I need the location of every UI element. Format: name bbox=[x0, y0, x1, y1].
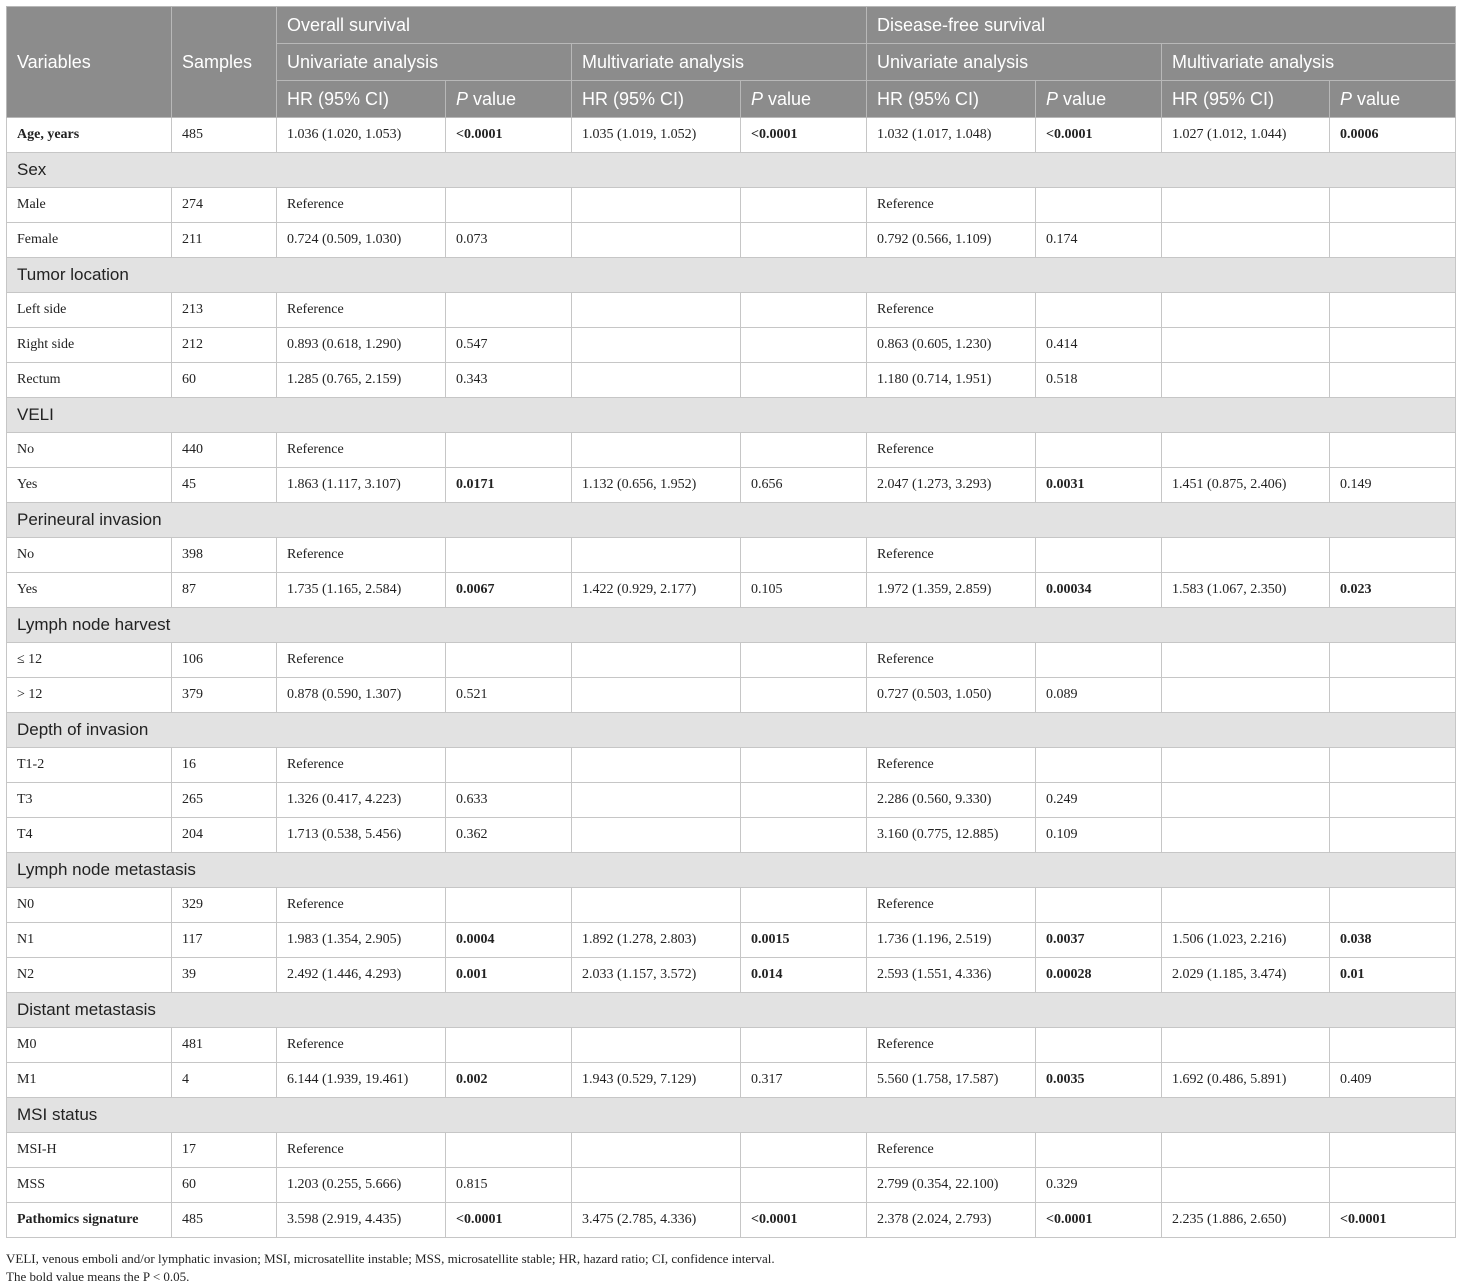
row-samples: 212 bbox=[172, 328, 277, 363]
hr-cell: 2.593 (1.551, 4.336) bbox=[867, 958, 1036, 993]
row-samples: 379 bbox=[172, 678, 277, 713]
hr-cell: Reference bbox=[277, 643, 446, 678]
hr-cell bbox=[1162, 223, 1330, 258]
table-row bbox=[7, 1133, 1456, 1168]
hr-cell bbox=[572, 363, 741, 398]
hr-cell: 1.692 (0.486, 5.891) bbox=[1162, 1063, 1330, 1098]
p-value-cell bbox=[1036, 538, 1162, 573]
hr-cell bbox=[572, 818, 741, 853]
section-row bbox=[7, 1098, 1456, 1133]
hr-cell: 0.792 (0.566, 1.109) bbox=[867, 223, 1036, 258]
table-row bbox=[7, 538, 1456, 573]
header-dfs-multivariate: Multivariate analysis bbox=[1162, 44, 1456, 81]
table-row bbox=[7, 223, 1456, 258]
p-value-cell: <0.0001 bbox=[1330, 1203, 1456, 1238]
row-label: Right side bbox=[7, 328, 172, 363]
p-value-cell: 0.547 bbox=[446, 328, 572, 363]
row-label: Female bbox=[7, 223, 172, 258]
hr-cell bbox=[572, 188, 741, 223]
section-label: Sex bbox=[7, 153, 1456, 188]
p-value-cell: 0.409 bbox=[1330, 1063, 1456, 1098]
p-value-cell: <0.0001 bbox=[446, 118, 572, 153]
hr-cell bbox=[572, 1028, 741, 1063]
p-value-cell: <0.0001 bbox=[1036, 118, 1162, 153]
hr-cell: Reference bbox=[277, 433, 446, 468]
header-dfs-univariate: Univariate analysis bbox=[867, 44, 1162, 81]
p-value-cell bbox=[446, 1133, 572, 1168]
hr-cell bbox=[572, 223, 741, 258]
hr-cell: Reference bbox=[277, 748, 446, 783]
p-value-cell bbox=[1330, 328, 1456, 363]
hr-cell bbox=[1162, 328, 1330, 363]
p-value-cell bbox=[1330, 188, 1456, 223]
hr-cell: Reference bbox=[277, 1133, 446, 1168]
p-value-cell: 0.521 bbox=[446, 678, 572, 713]
p-value-cell bbox=[1036, 433, 1162, 468]
row-label: Rectum bbox=[7, 363, 172, 398]
hr-cell: Reference bbox=[867, 293, 1036, 328]
p-value-cell: 0.329 bbox=[1036, 1168, 1162, 1203]
hr-cell bbox=[572, 293, 741, 328]
row-label: N1 bbox=[7, 923, 172, 958]
table-row bbox=[7, 958, 1456, 993]
row-label: No bbox=[7, 433, 172, 468]
section-row bbox=[7, 258, 1456, 293]
p-value-cell bbox=[1330, 433, 1456, 468]
p-value-cell bbox=[1330, 678, 1456, 713]
hr-cell: 1.027 (1.012, 1.044) bbox=[1162, 118, 1330, 153]
hr-cell bbox=[1162, 1133, 1330, 1168]
p-value-cell: 0.001 bbox=[446, 958, 572, 993]
hr-cell: 2.799 (0.354, 22.100) bbox=[867, 1168, 1036, 1203]
header-os-uni-hr: HR (95% CI) bbox=[277, 81, 446, 118]
table-row bbox=[7, 363, 1456, 398]
p-value-cell: 0.362 bbox=[446, 818, 572, 853]
row-label: > 12 bbox=[7, 678, 172, 713]
cox-regression-table bbox=[6, 6, 1456, 1238]
row-samples: 204 bbox=[172, 818, 277, 853]
header-disease-free-survival: Disease-free survival bbox=[867, 7, 1456, 44]
p-value-cell bbox=[1036, 748, 1162, 783]
p-value-cell bbox=[741, 818, 867, 853]
row-label: T3 bbox=[7, 783, 172, 818]
table-row bbox=[7, 923, 1456, 958]
row-samples: 329 bbox=[172, 888, 277, 923]
row-samples: 265 bbox=[172, 783, 277, 818]
hr-cell bbox=[1162, 888, 1330, 923]
section-label: MSI status bbox=[7, 1098, 1456, 1133]
hr-cell: 1.326 (0.417, 4.223) bbox=[277, 783, 446, 818]
section-row bbox=[7, 993, 1456, 1028]
hr-cell: 6.144 (1.939, 19.461) bbox=[277, 1063, 446, 1098]
p-value-cell bbox=[1036, 1028, 1162, 1063]
hr-cell: Reference bbox=[277, 188, 446, 223]
p-value-cell bbox=[446, 748, 572, 783]
table-row bbox=[7, 818, 1456, 853]
hr-cell bbox=[572, 433, 741, 468]
p-value-cell bbox=[1036, 888, 1162, 923]
hr-cell: 1.032 (1.017, 1.048) bbox=[867, 118, 1036, 153]
header-overall-survival: Overall survival bbox=[277, 7, 867, 44]
row-samples: 213 bbox=[172, 293, 277, 328]
table-row bbox=[7, 118, 1456, 153]
section-row bbox=[7, 398, 1456, 433]
p-value-cell: 0.0006 bbox=[1330, 118, 1456, 153]
p-value-cell: 0.00028 bbox=[1036, 958, 1162, 993]
hr-cell: 2.286 (0.560, 9.330) bbox=[867, 783, 1036, 818]
section-label: Lymph node harvest bbox=[7, 608, 1456, 643]
hr-cell bbox=[1162, 363, 1330, 398]
p-value-cell bbox=[741, 1168, 867, 1203]
table-row bbox=[7, 188, 1456, 223]
p-value-cell bbox=[446, 188, 572, 223]
hr-cell bbox=[572, 748, 741, 783]
hr-cell bbox=[1162, 433, 1330, 468]
p-value-cell bbox=[446, 888, 572, 923]
p-value-cell bbox=[1330, 538, 1456, 573]
hr-cell: 3.160 (0.775, 12.885) bbox=[867, 818, 1036, 853]
p-value-cell: 0.01 bbox=[1330, 958, 1456, 993]
hr-cell bbox=[1162, 1028, 1330, 1063]
table-row bbox=[7, 328, 1456, 363]
hr-cell: 2.033 (1.157, 3.572) bbox=[572, 958, 741, 993]
row-samples: 211 bbox=[172, 223, 277, 258]
results-table-container bbox=[6, 6, 1455, 1238]
table-body bbox=[7, 118, 1456, 1238]
table-row bbox=[7, 1063, 1456, 1098]
row-samples: 87 bbox=[172, 573, 277, 608]
p-value-cell: 0.343 bbox=[446, 363, 572, 398]
p-value-cell bbox=[741, 538, 867, 573]
p-value-cell: 0.073 bbox=[446, 223, 572, 258]
p-value-cell: 0.0067 bbox=[446, 573, 572, 608]
p-value-cell bbox=[1330, 783, 1456, 818]
p-value-cell bbox=[1330, 888, 1456, 923]
p-value-cell: <0.0001 bbox=[1036, 1203, 1162, 1238]
hr-cell: 1.735 (1.165, 2.584) bbox=[277, 573, 446, 608]
footnote-bold-meaning: The bold value means the P < 0.05. bbox=[6, 1269, 190, 1284]
section-label: Lymph node metastasis bbox=[7, 853, 1456, 888]
p-value-cell bbox=[1330, 748, 1456, 783]
p-value-cell bbox=[1330, 363, 1456, 398]
hr-cell: 3.598 (2.919, 4.435) bbox=[277, 1203, 446, 1238]
p-value-cell bbox=[741, 888, 867, 923]
hr-cell: Reference bbox=[867, 1028, 1036, 1063]
header-dfs-uni-p: P value bbox=[1036, 81, 1162, 118]
p-value-cell: 0.249 bbox=[1036, 783, 1162, 818]
p-value-cell: 0.633 bbox=[446, 783, 572, 818]
hr-cell: 1.583 (1.067, 2.350) bbox=[1162, 573, 1330, 608]
header-os-uni-p: P value bbox=[446, 81, 572, 118]
p-value-cell: 0.317 bbox=[741, 1063, 867, 1098]
row-label: Yes bbox=[7, 573, 172, 608]
p-value-cell bbox=[1330, 223, 1456, 258]
row-label: M0 bbox=[7, 1028, 172, 1063]
section-row bbox=[7, 853, 1456, 888]
hr-cell bbox=[1162, 678, 1330, 713]
row-label: ≤ 12 bbox=[7, 643, 172, 678]
hr-cell: 1.285 (0.765, 2.159) bbox=[277, 363, 446, 398]
p-value-cell: 0.518 bbox=[1036, 363, 1162, 398]
p-value-cell bbox=[1330, 1028, 1456, 1063]
row-samples: 4 bbox=[172, 1063, 277, 1098]
p-value-cell: <0.0001 bbox=[741, 1203, 867, 1238]
hr-cell: 1.132 (0.656, 1.952) bbox=[572, 468, 741, 503]
hr-cell: 1.892 (1.278, 2.803) bbox=[572, 923, 741, 958]
p-value-cell bbox=[741, 293, 867, 328]
p-value-cell: 0.0035 bbox=[1036, 1063, 1162, 1098]
hr-cell: 0.727 (0.503, 1.050) bbox=[867, 678, 1036, 713]
hr-cell: 1.506 (1.023, 2.216) bbox=[1162, 923, 1330, 958]
header-os-univariate: Univariate analysis bbox=[277, 44, 572, 81]
p-value-cell: 0.815 bbox=[446, 1168, 572, 1203]
p-value-cell: 0.109 bbox=[1036, 818, 1162, 853]
p-value-cell: 0.023 bbox=[1330, 573, 1456, 608]
p-value-cell bbox=[741, 328, 867, 363]
p-value-cell: 0.414 bbox=[1036, 328, 1162, 363]
table-row bbox=[7, 888, 1456, 923]
hr-cell: 1.203 (0.255, 5.666) bbox=[277, 1168, 446, 1203]
hr-cell: 2.492 (1.446, 4.293) bbox=[277, 958, 446, 993]
p-value-cell bbox=[1036, 1133, 1162, 1168]
hr-cell: Reference bbox=[867, 188, 1036, 223]
hr-cell: Reference bbox=[867, 643, 1036, 678]
hr-cell bbox=[572, 678, 741, 713]
p-value-cell bbox=[741, 433, 867, 468]
hr-cell: 3.475 (2.785, 4.336) bbox=[572, 1203, 741, 1238]
section-row bbox=[7, 608, 1456, 643]
table-row bbox=[7, 1203, 1456, 1238]
p-value-cell: 0.038 bbox=[1330, 923, 1456, 958]
p-value-cell bbox=[741, 748, 867, 783]
p-value-cell bbox=[1330, 643, 1456, 678]
hr-cell bbox=[572, 888, 741, 923]
hr-cell bbox=[1162, 643, 1330, 678]
hr-cell: 1.972 (1.359, 2.859) bbox=[867, 573, 1036, 608]
table-row bbox=[7, 468, 1456, 503]
p-value-cell bbox=[741, 1133, 867, 1168]
hr-cell bbox=[1162, 188, 1330, 223]
table-row bbox=[7, 433, 1456, 468]
p-value-cell: 0.656 bbox=[741, 468, 867, 503]
row-label: MSI-H bbox=[7, 1133, 172, 1168]
header-os-multi-hr: HR (95% CI) bbox=[572, 81, 741, 118]
hr-cell: Reference bbox=[867, 748, 1036, 783]
p-value-cell: 0.002 bbox=[446, 1063, 572, 1098]
header-os-multi-p: P value bbox=[741, 81, 867, 118]
hr-cell: 1.036 (1.020, 1.053) bbox=[277, 118, 446, 153]
header-dfs-multi-p: P value bbox=[1330, 81, 1456, 118]
p-value-cell bbox=[1330, 818, 1456, 853]
hr-cell: 1.713 (0.538, 5.456) bbox=[277, 818, 446, 853]
hr-cell: 1.422 (0.929, 2.177) bbox=[572, 573, 741, 608]
hr-cell bbox=[572, 1168, 741, 1203]
hr-cell bbox=[572, 643, 741, 678]
hr-cell: 1.863 (1.117, 3.107) bbox=[277, 468, 446, 503]
row-label: Yes bbox=[7, 468, 172, 503]
section-row bbox=[7, 153, 1456, 188]
hr-cell bbox=[572, 783, 741, 818]
p-value-cell bbox=[741, 783, 867, 818]
row-label: Age, years bbox=[7, 118, 172, 153]
p-value-cell bbox=[741, 643, 867, 678]
section-label: Tumor location bbox=[7, 258, 1456, 293]
hr-cell bbox=[1162, 818, 1330, 853]
table-row bbox=[7, 748, 1456, 783]
p-value-cell: <0.0001 bbox=[446, 1203, 572, 1238]
p-value-cell: 0.149 bbox=[1330, 468, 1456, 503]
row-samples: 16 bbox=[172, 748, 277, 783]
hr-cell: 1.943 (0.529, 7.129) bbox=[572, 1063, 741, 1098]
row-samples: 60 bbox=[172, 1168, 277, 1203]
row-samples: 117 bbox=[172, 923, 277, 958]
p-value-cell: 0.0031 bbox=[1036, 468, 1162, 503]
section-label: Depth of invasion bbox=[7, 713, 1456, 748]
p-value-cell bbox=[446, 293, 572, 328]
hr-cell: 2.029 (1.185, 3.474) bbox=[1162, 958, 1330, 993]
hr-cell: Reference bbox=[277, 1028, 446, 1063]
row-label: Left side bbox=[7, 293, 172, 328]
row-label: Pathomics signature bbox=[7, 1203, 172, 1238]
hr-cell: 0.863 (0.605, 1.230) bbox=[867, 328, 1036, 363]
p-value-cell bbox=[741, 678, 867, 713]
hr-cell: 0.893 (0.618, 1.290) bbox=[277, 328, 446, 363]
p-value-cell: 0.105 bbox=[741, 573, 867, 608]
p-value-cell: 0.0171 bbox=[446, 468, 572, 503]
header-variables: Variables bbox=[7, 7, 172, 118]
p-value-cell: 0.0015 bbox=[741, 923, 867, 958]
row-samples: 39 bbox=[172, 958, 277, 993]
p-value-cell: <0.0001 bbox=[741, 118, 867, 153]
row-label: N0 bbox=[7, 888, 172, 923]
p-value-cell bbox=[1036, 293, 1162, 328]
hr-cell: 2.235 (1.886, 2.650) bbox=[1162, 1203, 1330, 1238]
row-label: T1-2 bbox=[7, 748, 172, 783]
section-row bbox=[7, 503, 1456, 538]
p-value-cell bbox=[741, 1028, 867, 1063]
p-value-cell bbox=[741, 363, 867, 398]
header-os-multivariate: Multivariate analysis bbox=[572, 44, 867, 81]
row-samples: 485 bbox=[172, 1203, 277, 1238]
p-value-cell bbox=[446, 1028, 572, 1063]
section-row bbox=[7, 713, 1456, 748]
header-dfs-multi-hr: HR (95% CI) bbox=[1162, 81, 1330, 118]
row-label: T4 bbox=[7, 818, 172, 853]
p-value-cell bbox=[1330, 1168, 1456, 1203]
p-value-cell bbox=[446, 643, 572, 678]
hr-cell: Reference bbox=[867, 433, 1036, 468]
hr-cell: Reference bbox=[867, 538, 1036, 573]
row-samples: 481 bbox=[172, 1028, 277, 1063]
p-value-cell: 0.0037 bbox=[1036, 923, 1162, 958]
p-value-cell bbox=[1036, 643, 1162, 678]
p-value-cell: 0.0004 bbox=[446, 923, 572, 958]
hr-cell bbox=[1162, 783, 1330, 818]
p-value-cell bbox=[741, 188, 867, 223]
table-header bbox=[7, 7, 1456, 118]
hr-cell: 1.736 (1.196, 2.519) bbox=[867, 923, 1036, 958]
row-samples: 60 bbox=[172, 363, 277, 398]
hr-cell: 0.724 (0.509, 1.030) bbox=[277, 223, 446, 258]
row-label: Male bbox=[7, 188, 172, 223]
hr-cell: 2.378 (2.024, 2.793) bbox=[867, 1203, 1036, 1238]
table-row bbox=[7, 678, 1456, 713]
table-row bbox=[7, 643, 1456, 678]
hr-cell: 2.047 (1.273, 3.293) bbox=[867, 468, 1036, 503]
hr-cell: 0.878 (0.590, 1.307) bbox=[277, 678, 446, 713]
table-row bbox=[7, 1168, 1456, 1203]
p-value-cell bbox=[1036, 188, 1162, 223]
table-row bbox=[7, 573, 1456, 608]
p-value-cell bbox=[1330, 1133, 1456, 1168]
hr-cell bbox=[1162, 748, 1330, 783]
hr-cell: Reference bbox=[867, 1133, 1036, 1168]
row-samples: 45 bbox=[172, 468, 277, 503]
p-value-cell bbox=[1330, 293, 1456, 328]
row-label: MSS bbox=[7, 1168, 172, 1203]
p-value-cell: 0.014 bbox=[741, 958, 867, 993]
hr-cell bbox=[572, 1133, 741, 1168]
row-samples: 398 bbox=[172, 538, 277, 573]
table-row bbox=[7, 293, 1456, 328]
table-footnotes bbox=[6, 1250, 1455, 1286]
header-samples: Samples bbox=[172, 7, 277, 118]
row-samples: 17 bbox=[172, 1133, 277, 1168]
section-label: Distant metastasis bbox=[7, 993, 1456, 1028]
hr-cell: Reference bbox=[277, 293, 446, 328]
p-value-cell: 0.174 bbox=[1036, 223, 1162, 258]
hr-cell bbox=[572, 328, 741, 363]
hr-cell bbox=[1162, 293, 1330, 328]
hr-cell: 1.451 (0.875, 2.406) bbox=[1162, 468, 1330, 503]
table-row bbox=[7, 1028, 1456, 1063]
section-label: Perineural invasion bbox=[7, 503, 1456, 538]
footnote-abbreviations: VELI, venous emboli and/or lymphatic invasion; MSI, microsatellite instable; MSS, microsatellite stable; HR, hazard ratio; CI, confidence interval. bbox=[6, 1251, 775, 1266]
hr-cell: 5.560 (1.758, 17.587) bbox=[867, 1063, 1036, 1098]
row-samples: 106 bbox=[172, 643, 277, 678]
hr-cell: Reference bbox=[277, 888, 446, 923]
row-samples: 485 bbox=[172, 118, 277, 153]
hr-cell: Reference bbox=[867, 888, 1036, 923]
row-label: No bbox=[7, 538, 172, 573]
row-samples: 274 bbox=[172, 188, 277, 223]
row-label: N2 bbox=[7, 958, 172, 993]
hr-cell bbox=[1162, 1168, 1330, 1203]
hr-cell bbox=[572, 538, 741, 573]
p-value-cell: 0.00034 bbox=[1036, 573, 1162, 608]
p-value-cell: 0.089 bbox=[1036, 678, 1162, 713]
table-row bbox=[7, 783, 1456, 818]
hr-cell: 1.035 (1.019, 1.052) bbox=[572, 118, 741, 153]
section-label: VELI bbox=[7, 398, 1456, 433]
p-value-cell bbox=[446, 538, 572, 573]
p-value-cell bbox=[741, 223, 867, 258]
hr-cell: Reference bbox=[277, 538, 446, 573]
hr-cell bbox=[1162, 538, 1330, 573]
row-label: M1 bbox=[7, 1063, 172, 1098]
hr-cell: 1.983 (1.354, 2.905) bbox=[277, 923, 446, 958]
p-value-cell bbox=[446, 433, 572, 468]
row-samples: 440 bbox=[172, 433, 277, 468]
header-dfs-uni-hr: HR (95% CI) bbox=[867, 81, 1036, 118]
hr-cell: 1.180 (0.714, 1.951) bbox=[867, 363, 1036, 398]
